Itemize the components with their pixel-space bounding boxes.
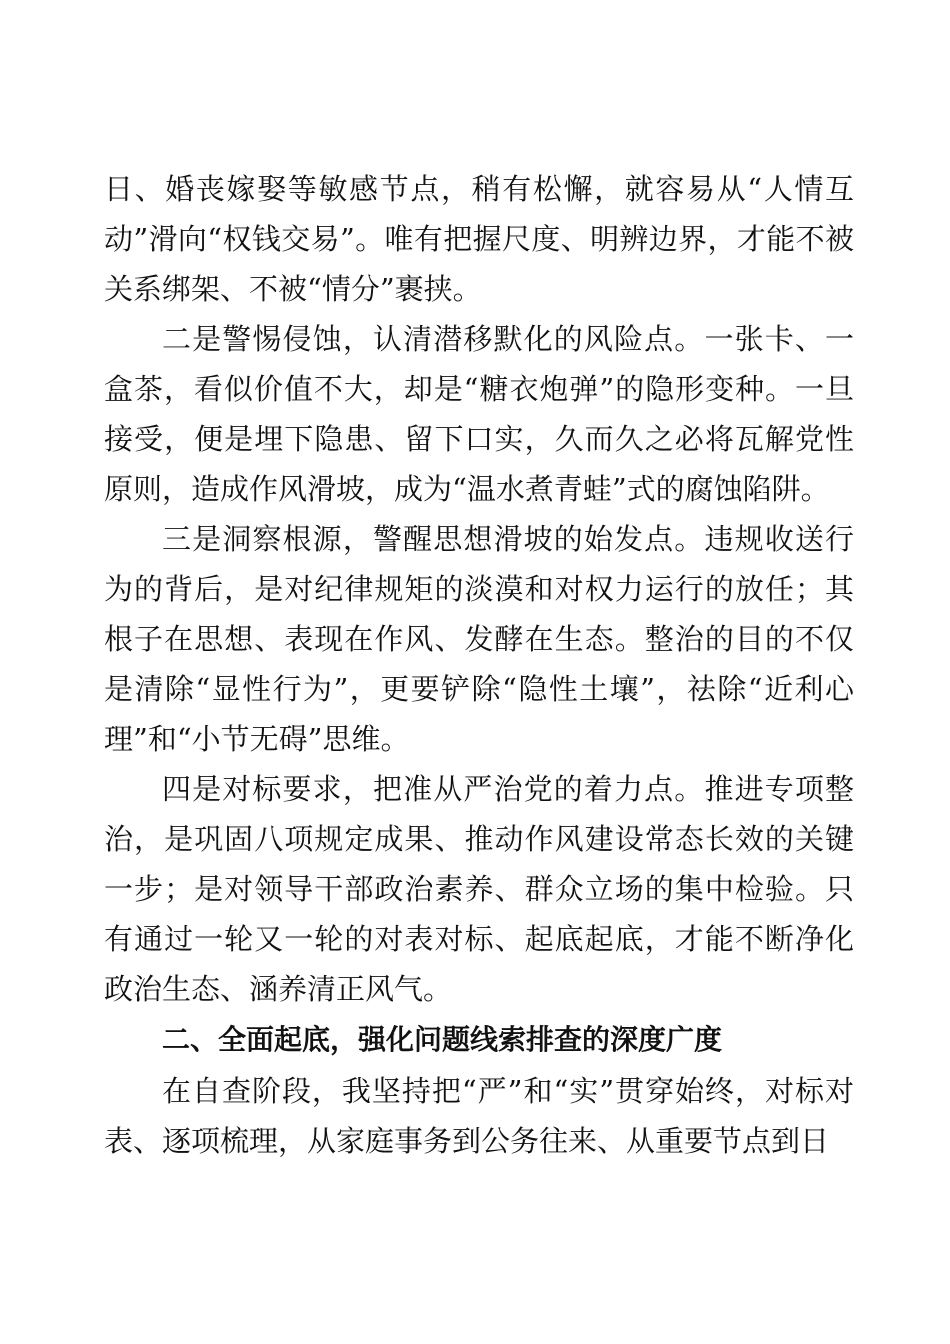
document-body (104, 164, 854, 1166)
section-heading: 二、全面起底，强化问题线索排查的深度广度 (162, 1023, 723, 1056)
paragraph-point-three: 三是洞察根源，警醒思想滑坡的始发点。违规收送行为的背后，是对纪律规矩的淡漠和对权力运行的放任；其根子在思想、表现在作风、发酵在生态。整治的目的不仅是清除“显性行为”，更要铲除“隐性土壤”，祛除“近利心理”和“小节无碍”思维。 (104, 522, 854, 756)
paragraph-point-two: 二是警惕侵蚀，认清潜移默化的风险点。一张卡、一盒茶，看似价值不大，却是“糖衣炮弹”的隐形变种。一旦接受，便是埋下隐患、留下口实，久而久之必将瓦解党性原则，造成作风滑坡，成为“温水煮青蛙”式的腐蚀陷阱。 (104, 322, 854, 506)
paragraph-continuation: 日、婚丧嫁娶等敏感节点，稍有松懈，就容易从“人情互动”滑向“权钱交易”。唯有把握尺度、明辨边界，才能不被关系绑架、不被“情分”裹挟。 (104, 172, 854, 306)
paragraph-self-check: 在自查阶段，我坚持把“严”和“实”贯穿始终，对标对表、逐项梳理，从家庭事务到公务往来、从重要节点到日 (104, 1074, 854, 1158)
paragraph-point-four: 四是对标要求，把准从严治党的着力点。推进专项整治，是巩固八项规定成果、推动作风建设常态长效的关键一步；是对领导干部政治素养、群众立场的集中检验。只有通过一轮又一轮的对表对标、起底起底，才能不断净化政治生态、涵养清正风气。 (104, 772, 854, 1006)
